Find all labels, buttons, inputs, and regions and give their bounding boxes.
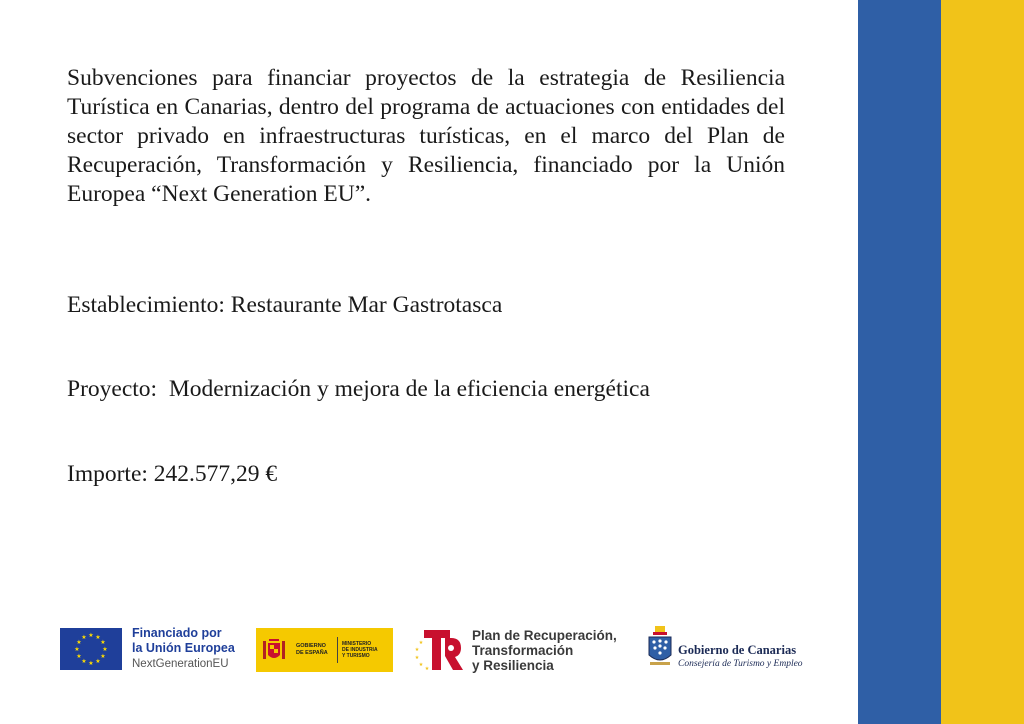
proyecto-line: Proyecto: Modernización y mejora de la eficiencia energética <box>67 376 650 402</box>
svg-text:★: ★ <box>81 658 87 665</box>
eu-line-1: Financiado por <box>132 626 222 640</box>
gc-title: Gobierno de Canarias <box>678 643 797 657</box>
blue-stripe <box>858 0 941 724</box>
gobierno-espana-text: GOBIERNO DE ESPAÑA <box>296 643 328 656</box>
prtr-text: Plan de Recuperación, Transformación y Resiliencia <box>472 628 617 673</box>
yellow-stripe <box>941 0 1024 724</box>
eu-line-2: la Unión Europea <box>132 641 235 655</box>
svg-text:★: ★ <box>95 634 101 641</box>
svg-text:★: ★ <box>88 632 94 639</box>
svg-text:★: ★ <box>414 647 420 653</box>
svg-text:★: ★ <box>414 655 420 661</box>
svg-text:★: ★ <box>76 639 82 646</box>
spain-coat-of-arms-icon <box>262 635 286 665</box>
spain-ministry-logo <box>256 628 393 672</box>
gc-subtitle: Consejería de Turismo y Empleo <box>678 659 803 669</box>
svg-text:★: ★ <box>418 640 424 646</box>
gobierno-canarias-logo <box>678 643 803 669</box>
importe-line: Importe: 242.577,29 € <box>67 461 278 487</box>
svg-text:★: ★ <box>424 666 430 672</box>
svg-text:★: ★ <box>74 646 80 653</box>
intro-paragraph: Subvenciones para financiar proyectos de la estrategia de Resiliencia Turística en Canarias, dentro del programa de actuaciones con entidades del sector privado en infraestructuras turísticas, en el marco del Plan de Recuperación, Transformación y Resiliencia, financiado por la Unión Europea “Next Generation EU”. <box>67 65 785 207</box>
svg-text:★: ★ <box>88 660 94 667</box>
establecimiento-line: Establecimiento: Restaurante Mar Gastrotasca <box>67 292 503 318</box>
svg-text:★: ★ <box>95 658 101 665</box>
svg-text:★: ★ <box>418 662 424 668</box>
svg-text:★: ★ <box>76 653 82 660</box>
eu-flag-icon <box>60 628 122 670</box>
canarias-crest-icon <box>646 624 674 672</box>
svg-text:★: ★ <box>102 646 108 653</box>
prtr-logo-icon <box>412 626 466 672</box>
eu-line-3: NextGenerationEU <box>132 658 229 670</box>
svg-text:★: ★ <box>100 653 106 660</box>
ministerio-text: MINISTERIO DE INDUSTRIA Y TURISMO <box>342 641 378 660</box>
svg-text:★: ★ <box>100 639 106 646</box>
divider <box>337 637 338 663</box>
eu-funding-logo <box>132 626 235 672</box>
svg-text:★: ★ <box>81 634 87 641</box>
